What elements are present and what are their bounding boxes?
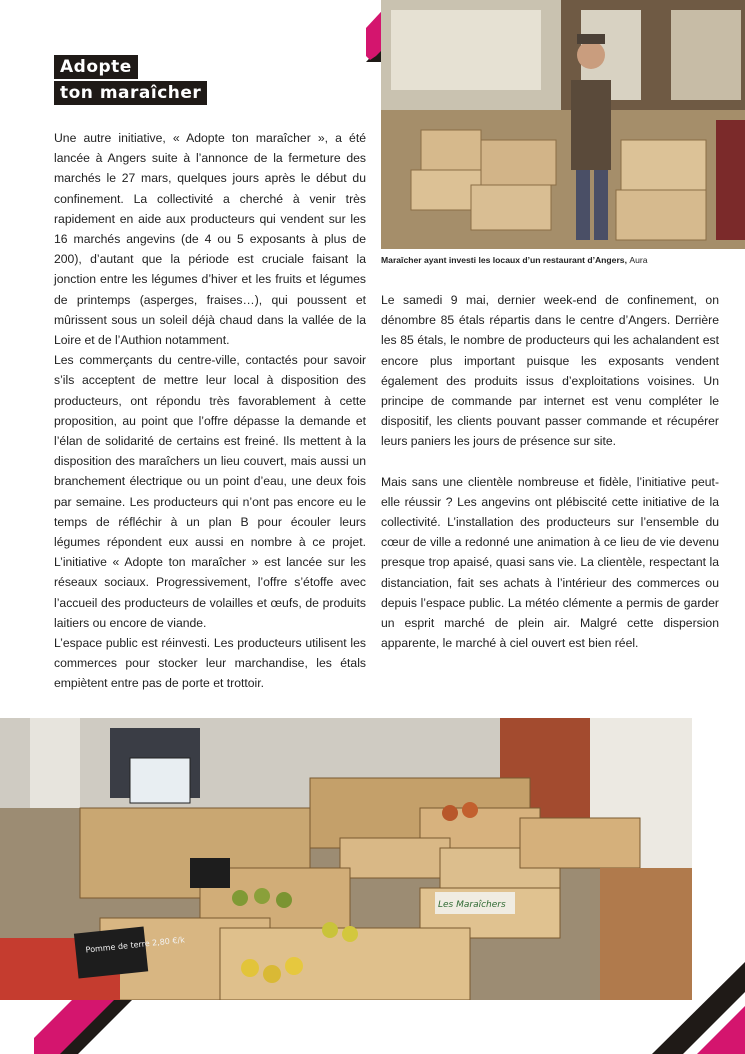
left-column (54, 128, 366, 694)
right-paragraph-2: Mais sans une clientèle nombreuse et fidèle, l’initiative peut-elle réussir ? Les angevins ont plébiscité cette initiative de la collectivité. L’installation des producteurs sur l’ensemble du cœur de ville a redonné une animation à ce lieu de vie devenu presque trop apaisé, quasi sans vie. La clientèle, respectant la distanciation, fait ses achats à l’intérieur des commerces ou depuis l’espace public. La météo clémente a permis de garder un esprit marché de plein air. Malgré cette dispersion apparente, le marché à ciel ouvert est bien réel. (381, 474, 719, 651)
right-column (381, 290, 719, 653)
photo-caption (381, 254, 721, 266)
title-line-1: Adopte (54, 55, 138, 79)
article-title (54, 55, 207, 107)
left-paragraph-1: Une autre initiative, « Adopte ton maraîcher », a été lancée à Angers suite à l’annonce de la fermeture des marchés le 27 mars, quelques jours après le début du confinement. La collectivité a cherché à venir très rapidement en aide aux producteurs qui vendent sur les 16 marchés angevins (de 4 ou 5 exposants à plus de 200), d’autant que la période est cruciale faisant la jonction entre les légumes d’hiver et les fruits et légumes de printemps (asperges, fraises…), qui poussent et mûrissent sous un soleil déjà chaud dans la vallée de la Loire et de l’Authion notamment. (54, 131, 366, 348)
left-paragraph-3: L’espace public est réinvesti. Les producteurs utilisent les commerces pour stocker leur marchandise, les étals empiètent entre pas de porte et trottoir. (54, 636, 366, 691)
photo-market-gardener (381, 0, 745, 249)
caption-text: Maraîcher ayant investi les locaux d’un restaurant d’Angers, (381, 255, 627, 265)
left-paragraph-2: Les commerçants du centre-ville, contactés pour savoir s’ils acceptent de mettre leur local à disposition des producteurs, ont répondu très favorablement à cette proposition, au point que l’offre dépasse la demande et l’élan de solidarité de certains est freiné. Ils mettent à la disposition des maraîchers un lieu couvert, mais aussi un branchement électrique ou un point d’eau, une deux fois par semaine. Les producteurs qui n’ont pas encore eu le temps de réfléchir à un plan B pour écouler leurs légumes répondent eux aussi en nombre à ce projet. L’initiative « Adopte ton maraîcher » est lancée sur les réseaux sociaux. Progressivement, l’offre s’étoffe avec l’accueil des producteurs de volailles et œufs, de produits laitiers ou encore de viande. (54, 353, 366, 630)
caption-credit: Aura (629, 255, 648, 265)
right-paragraph-1: Le samedi 9 mai, dernier week-end de confinement, on dénombre 85 étals répartis dans le centre d’Angers. Derrière les 85 étals, le nombre de producteurs qui les achalandent est encore plus important puisque les exposants vendent également des produits issus d’exploitations voisines. Un principe de commande par internet est venu compléter le dispositif, les clients pouvant passer commande et récupérer leurs paniers les jours de présence sur site. (381, 293, 719, 449)
price-sign-text: Pomme de terre 2,80 €/k (85, 935, 186, 955)
paragraph-gap (381, 452, 719, 472)
crate-label-text: Les Maraîchers (438, 900, 506, 910)
photo-market-stalls (0, 718, 692, 1000)
title-line-2: ton maraîcher (54, 81, 207, 105)
